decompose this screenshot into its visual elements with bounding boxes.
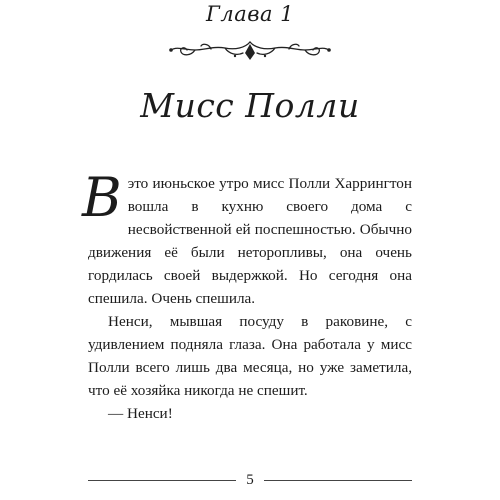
paragraph-1-text: это июньское утро мисс Полли Харрингтон вошла в кухню своего дома с несвойственной ей поспешностью. Обычно движения её были неторопливы, она очень гордилась своей выдержкой. Но сегодня она спешила. Очень спешила. bbox=[88, 175, 412, 307]
drop-cap: В bbox=[82, 166, 122, 229]
page-footer bbox=[88, 470, 412, 490]
paragraph-1 bbox=[82, 166, 412, 310]
flourish-divider-icon bbox=[165, 34, 335, 64]
paragraph-3: — Ненси! bbox=[108, 405, 173, 422]
chapter-title: Мисс Полли bbox=[140, 86, 360, 125]
page-number: 5 bbox=[246, 472, 254, 488]
footer-rule-right bbox=[264, 480, 412, 481]
chapter-body bbox=[82, 166, 412, 425]
chapter-label: Глава 1 bbox=[205, 2, 295, 26]
paragraph-2: Ненси, мывшая посуду в раковине, с удивлением подняла глаза. Она работала у мисс Полли всего лишь два месяца, но уже заметила, что её хозяйка никогда не спешит. bbox=[88, 313, 412, 399]
